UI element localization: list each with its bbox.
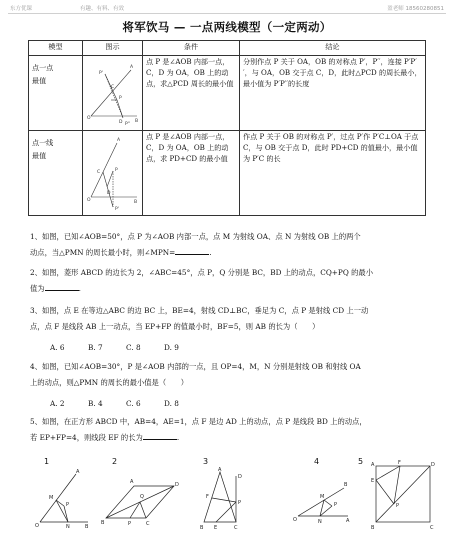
header-cell-conclusion: 结论 [240, 41, 426, 56]
fig-label: C [111, 85, 115, 90]
fig-label: C [97, 169, 101, 175]
row-type-line: 最值 [32, 75, 47, 85]
row-figure-cell [83, 56, 143, 131]
table-row [29, 130, 426, 215]
answer-blank[interactable] [175, 246, 209, 255]
figure-number: 4 [314, 457, 320, 466]
option-b[interactable]: B. 7 [88, 343, 103, 352]
fig-label: C [234, 525, 238, 531]
question-3 [30, 303, 436, 334]
figure-1-diagram [34, 466, 90, 528]
question-line: 值为 . [30, 283, 81, 293]
question-line: 动点，当△PMN 的周长最小时，则∠MPN= . [30, 247, 212, 257]
question-4 [30, 359, 436, 390]
question-5 [30, 414, 436, 445]
question-line: 1、如图，已知∠AOB=50°，点 P 为∠AOB 内部一点，点 M 为射线 OA、点 N 为射线 OB 上的两个 [30, 232, 361, 241]
header-cell-figure: 图示 [83, 41, 143, 56]
fig-label: B [85, 524, 89, 528]
model-table [28, 40, 426, 216]
fig-label: F [398, 460, 401, 466]
fig-label: A [130, 65, 134, 70]
fig-label: B [371, 525, 375, 531]
row-type-line: 最值 [32, 150, 47, 160]
option-c[interactable]: C. 8 [126, 343, 141, 352]
fig-label: P'' [125, 122, 131, 126]
fig-label: N [66, 524, 70, 528]
fig-label: A [371, 462, 375, 468]
question-line: 上的动点，则△PMN 的周长的最小值是（ ） [30, 377, 189, 387]
row-condition-cell: 点 P 是∠AOB 内部一点，C，D 为 OA，OB 上的动点，求△PCD 周长的最小值 [143, 56, 240, 131]
fig-label: D [238, 474, 242, 480]
fig-label: A [130, 479, 134, 485]
fig-label: C [146, 521, 150, 527]
fig-label: A [218, 467, 222, 473]
page-title: 将军饮马 — 一点两线模型（一定两动） [122, 20, 332, 34]
question-line: 2、如图，菱形 ABCD 的边长为 2，∠ABC=45°，点 P，Q 分别是 BC，BD 上的动点，CQ+PQ 的最小 [30, 268, 374, 277]
question-4-options [50, 399, 202, 408]
row-conclusion-cell: 作点 P 关于 OB 的对称点 P′，过点 P′作 P′C⊥OA 于点 C，与 OB 交于点 D，此时 PD+CD 的值最小，最小值为 P′C 的长 [240, 130, 426, 215]
question-line: 若 EP+FP=4，则线段 EF 的长为 . [30, 432, 180, 442]
header-divider [8, 13, 446, 14]
table-row [29, 56, 426, 131]
row-type-cell [29, 56, 83, 131]
question-1 [30, 229, 436, 260]
fig-label: P [119, 96, 122, 101]
question-line: 点，点 F 是线段 AB 上一动点，当 EP+FP 的值最小时，BF=5，则 AB 的长为（ ） [30, 321, 320, 331]
fig-label: B [135, 119, 139, 124]
header-cell-condition: 条件 [143, 41, 240, 56]
row-type-line: 点一线 [32, 137, 54, 147]
figure-2-diagram [100, 466, 180, 528]
fig-label: A [346, 518, 350, 524]
fig-label: B [134, 199, 138, 205]
fig-label: P [115, 167, 118, 173]
fig-label: M [49, 495, 54, 501]
fig-label: O [35, 523, 39, 528]
question-line: 5、如图，在正方形 ABCD 中，AB=4，AE=1，点 F 是边 AD 上的动点，点 P 是线段 BD 上的动点， [30, 417, 367, 426]
fig-label: P [238, 500, 242, 506]
option-a[interactable]: A. 6 [50, 343, 65, 352]
fig-label: O [293, 517, 297, 523]
fig-label: F [206, 494, 209, 500]
figure-number: 5 [358, 457, 364, 466]
fig-label: P' [99, 71, 103, 76]
fig-label: A [117, 137, 121, 143]
fig-label: E [371, 478, 375, 484]
fig-label: A [76, 469, 80, 475]
figure-5-diagram [370, 460, 436, 532]
header-slogan: 有趣、有料、有效 [80, 6, 125, 12]
fig-label: D [119, 120, 123, 125]
fig-label: B [200, 525, 204, 531]
header-contact: 盈老师 18560280851 [387, 6, 444, 12]
fig-label: O [87, 197, 91, 203]
model-diagram-1 [83, 56, 142, 126]
option-b[interactable]: B. 4 [88, 399, 103, 408]
fig-label: Q [140, 494, 144, 500]
option-a[interactable]: A. 2 [50, 399, 65, 408]
question-2 [30, 265, 436, 296]
fig-label: D [431, 462, 435, 468]
fig-label: P' [115, 206, 119, 211]
fig-label: P [66, 502, 70, 508]
figure-4-diagram [292, 466, 354, 528]
fig-label: P [334, 502, 338, 508]
question-3-options [50, 343, 202, 352]
figure-number: 3 [203, 457, 209, 466]
header-left: 东方优课 [10, 6, 33, 12]
table-header-row [29, 41, 426, 56]
fig-label: E [214, 525, 218, 531]
model-diagram-2 [83, 131, 142, 211]
row-type-line: 点一点 [32, 63, 54, 72]
answer-blank[interactable] [143, 431, 177, 440]
fig-label: C [430, 525, 434, 531]
fig-label: N [318, 519, 322, 525]
fig-label: D [175, 482, 179, 488]
fig-label: B [101, 520, 105, 526]
row-condition-cell: 点 P 是∠AOB 内部一点，C，D 为 OA，OB 上的动点，求 PD+CD 的最小值 [143, 130, 240, 215]
fig-label: P [396, 503, 400, 509]
fig-label: O [87, 116, 91, 121]
option-d[interactable]: D. 8 [164, 399, 179, 408]
figure-number: 1 [44, 457, 50, 466]
row-type-cell [29, 130, 83, 215]
figure-number: 2 [112, 457, 118, 466]
header-cell-type: 模型 [29, 41, 83, 56]
answer-blank[interactable] [45, 282, 79, 291]
question-line: 4、如图，已知∠AOB=30°，P 是∠AOB 内部的一点，且 OP=4，M，N 分别是射线 OB 和射线 OA [30, 362, 361, 371]
fig-label: P [128, 521, 132, 527]
figure-3-diagram [198, 466, 250, 532]
row-conclusion-cell: 分别作点 P 关于 OA，OB 的对称点 P′，P′′，连接 P′P′′，与 OA，OB 交于点 C，D，此时△PCD 的周长最小，最小值为 P′P′′的长度 [240, 56, 426, 131]
fig-label: M [320, 494, 325, 500]
page-header [0, 0, 454, 14]
question-line: 3、如图，点 E 在等边△ABC 的边 BC 上，BE=4，射线 CD⊥BC，垂足为 C，点 P 是射线 CD 上一动 [30, 306, 369, 315]
fig-label: D [107, 190, 111, 196]
option-c[interactable]: C. 6 [126, 399, 141, 408]
row-figure-cell [83, 130, 143, 215]
fig-label: B [344, 482, 348, 488]
option-d[interactable]: D. 9 [164, 343, 179, 352]
